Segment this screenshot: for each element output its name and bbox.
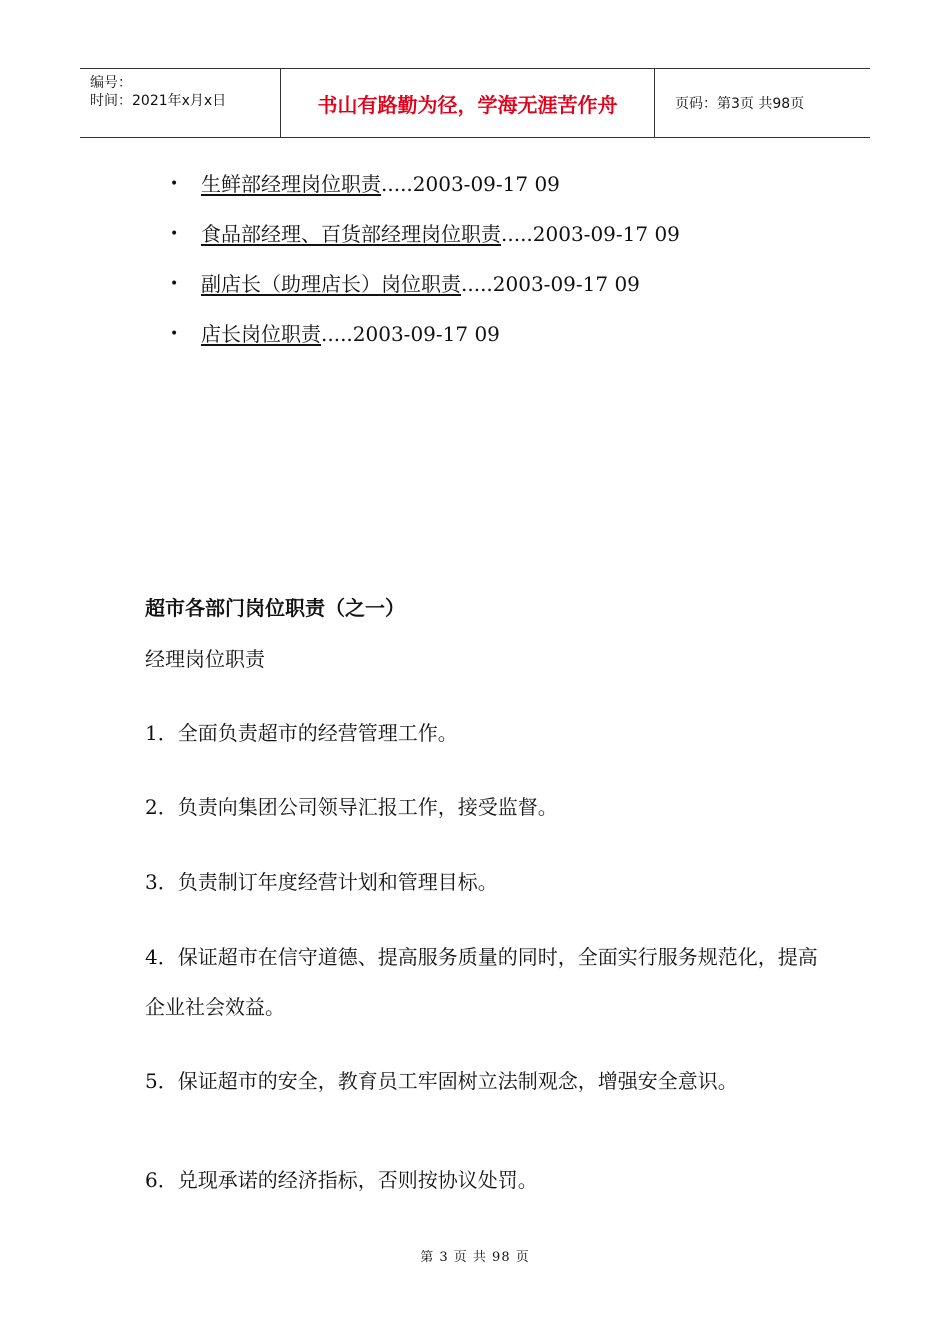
duty-item: 2．负责向集团公司领导汇报工作，接受监督。 <box>145 795 558 819</box>
bullet-icon: • <box>170 276 179 292</box>
article-date: .....2003-09-17 09 <box>461 272 640 296</box>
header-meta-cell <box>80 69 281 137</box>
duty-item: 4．保证超市在信守道德、提高服务质量的同时，全面实行服务规范化，提高企业社会效益。 <box>145 945 818 1019</box>
article-link[interactable]: 食品部经理、百货部经理岗位职责 <box>201 222 501 246</box>
time-label: 时间：2021年x月x日 <box>90 93 227 109</box>
motto: 书山有路勤为径，学海无涯苦作舟 <box>281 69 655 137</box>
bullet-icon: • <box>170 176 179 192</box>
section-title: 超市各部门岗位职责（之一） <box>145 596 405 620</box>
duty-item: 6．兑现承诺的经济指标，否则按协议处罚。 <box>145 1168 538 1192</box>
article-date: .....2003-09-17 09 <box>321 322 500 346</box>
article-link[interactable]: 店长岗位职责 <box>201 322 321 346</box>
page-info-text: 页码：第3页 共98页 <box>675 96 805 112</box>
duty-item: 3．负责制订年度经营计划和管理目标。 <box>145 870 498 894</box>
article-date: .....2003-09-17 09 <box>381 172 560 196</box>
duty-item: 5．保证超市的安全，教育员工牢固树立法制观念，增强安全意识。 <box>145 1069 738 1093</box>
number-label: 编号： <box>90 75 132 91</box>
bullet-icon: • <box>170 226 179 242</box>
bullet-icon: • <box>170 326 179 342</box>
article-link[interactable]: 生鲜部经理岗位职责 <box>201 172 381 196</box>
page-footer: 第 3 页 共 98 页 <box>420 1250 530 1265</box>
article-link[interactable]: 副店长（助理店长）岗位职责 <box>201 272 461 296</box>
page-info <box>665 69 870 137</box>
article-date: .....2003-09-17 09 <box>501 222 680 246</box>
duty-item: 1．全面负责超市的经营管理工作。 <box>145 721 458 745</box>
page-header <box>80 68 870 138</box>
section-subtitle: 经理岗位职责 <box>145 647 265 671</box>
